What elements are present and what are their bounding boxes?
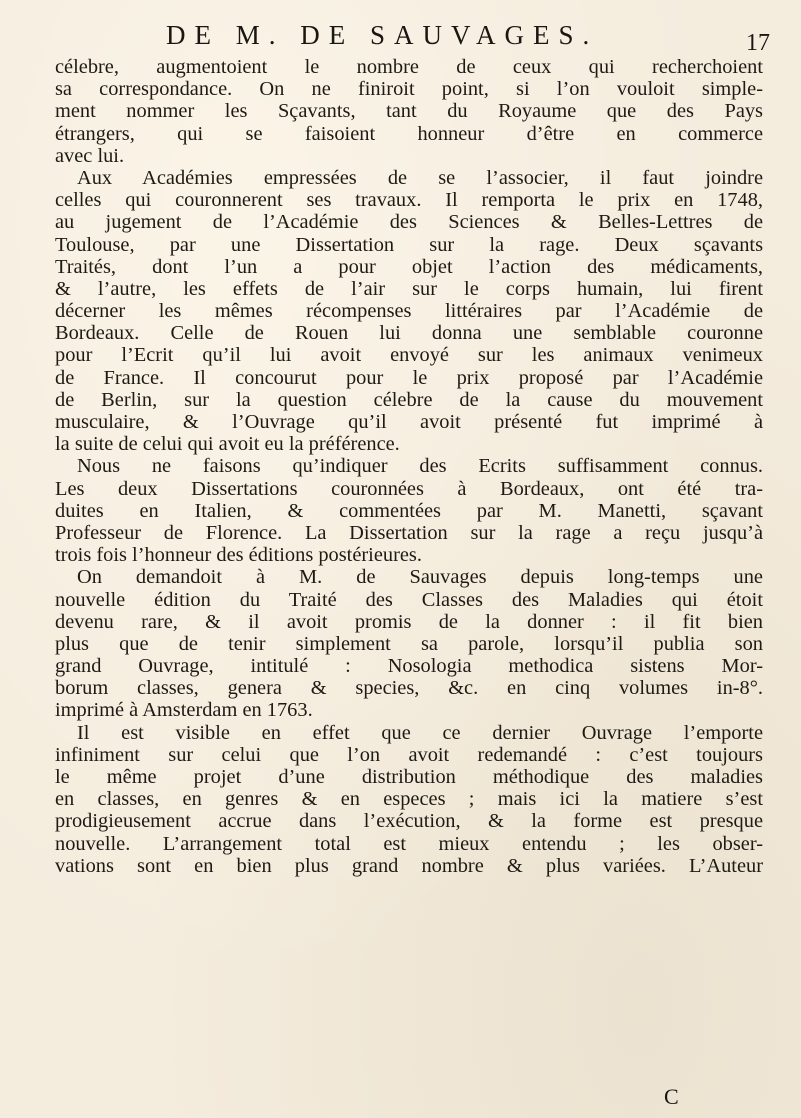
text-line: décerner les mêmes récompenses littéraires par l’Académie de bbox=[55, 300, 763, 323]
body-text bbox=[55, 56, 763, 877]
text-line: Traités, dont l’un a pour objet l’action des médicaments, bbox=[55, 255, 763, 278]
text-line: Professeur de Florence. La Dissertation sur la rage a reçu jusqu’à bbox=[55, 521, 763, 544]
text-line: célebre, augmentoient le nombre de ceux qui recherchoient bbox=[55, 56, 763, 78]
text-line: Aux Académies empressées de se l’associer, il faut joindre bbox=[77, 166, 763, 189]
text-line: borum classes, genera & species, &c. en cinq volumes in-8°. bbox=[55, 677, 763, 700]
text-line: en classes, en genres & en especes ; mais ici la matiere s’est bbox=[55, 788, 763, 811]
text-line: duites en Italien, & commentées par M. Manetti, sçavant bbox=[55, 499, 763, 522]
text-line: le même projet d’une distribution méthodique des maladies bbox=[55, 766, 763, 788]
text-line: sa correspondance. On ne finiroit point, si l’on vouloit simple- bbox=[55, 78, 763, 101]
text-line: On demandoit à M. de Sauvages depuis long-temps une bbox=[77, 566, 763, 589]
text-line: pour l’Ecrit qu’il lui avoit envoyé sur les animaux venimeux bbox=[55, 344, 763, 367]
text-line: Bordeaux. Celle de Rouen lui donna une semblable couronne bbox=[55, 322, 763, 345]
text-line: Nous ne faisons qu’indiquer des Ecrits suffisamment connus. bbox=[77, 455, 763, 478]
signature-mark: C bbox=[664, 1084, 679, 1109]
text-line: nouvelle. L’arrangement total est mieux entendu ; les obser- bbox=[55, 832, 763, 855]
text-line: musculaire, & l’Ouvrage qu’il avoit présenté fut imprimé à bbox=[55, 411, 763, 433]
text-line: avec lui. bbox=[55, 144, 125, 167]
text-line: vations sont en bien plus grand nombre & plus variées. L’Auteur bbox=[55, 854, 763, 877]
text-line: grand Ouvrage, intitulé : Nosologia methodica sistens Mor- bbox=[55, 655, 763, 678]
text-line: Il est visible en effet que ce dernier Ouvrage l’emporte bbox=[77, 721, 763, 744]
text-line: prodigieusement accrue dans l’exécution, & la forme est presque bbox=[55, 810, 763, 833]
text-line: de France. Il concourut pour le prix proposé par l’Académie bbox=[55, 366, 763, 389]
text-line: infiniment sur celui que l’on avoit redemandé : c’est toujours bbox=[55, 743, 763, 766]
running-title: DE M. DE SAUVAGES. bbox=[166, 20, 599, 50]
text-line: étrangers, qui se faisoient honneur d’être en commerce bbox=[55, 122, 763, 145]
text-line: ment nommer les Sçavants, tant du Royaume que des Pays bbox=[55, 100, 763, 123]
text-line: celles qui couronnerent ses travaux. Il remporta le prix en 1748, bbox=[55, 189, 763, 212]
text-line: & l’autre, les effets de l’air sur le corps humain, lui firent bbox=[55, 277, 763, 300]
text-line: la suite de celui qui avoit eu la préférence. bbox=[55, 433, 400, 456]
text-line: devenu rare, & il avoit promis de la donner : il fit bien bbox=[55, 610, 763, 633]
text-line: nouvelle édition du Traité des Classes des Maladies qui étoit bbox=[55, 588, 763, 611]
page-number: 17 bbox=[746, 30, 770, 56]
text-line: trois fois l’honneur des éditions postérieures. bbox=[55, 544, 422, 567]
text-line: de Berlin, sur la question célebre de la cause du mouvement bbox=[55, 388, 763, 411]
text-line: plus que de tenir simplement sa parole, lorsqu’il publia son bbox=[55, 632, 763, 655]
text-line: imprimé à Amsterdam en 1763. bbox=[55, 699, 313, 722]
text-line: Les deux Dissertations couronnées à Bordeaux, ont été tra- bbox=[55, 477, 763, 500]
text-line: Toulouse, par une Dissertation sur la rage. Deux sçavants bbox=[55, 233, 763, 256]
text-line: au jugement de l’Académie des Sciences & Belles-Lettres de bbox=[55, 211, 763, 234]
